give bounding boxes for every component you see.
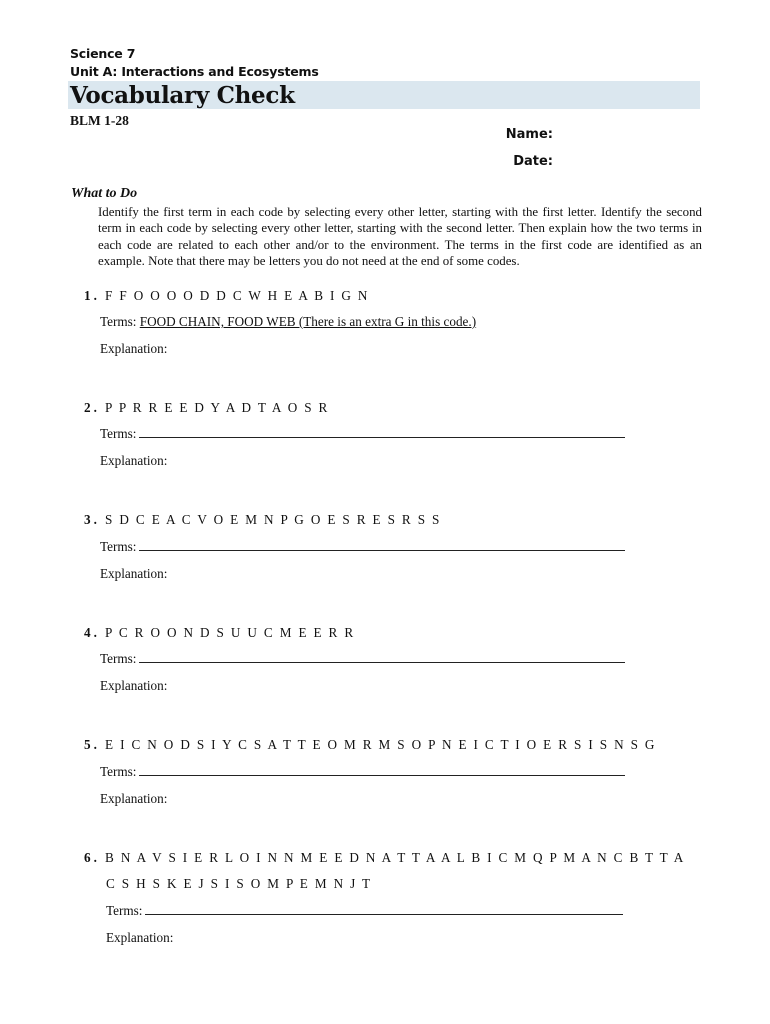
- letter-code: P P R R E E D Y A D T A O S R: [105, 400, 330, 415]
- terms-label: Terms:: [106, 903, 143, 918]
- letter-code: E I C N O D S I Y C S A T T E O M R M S O P N E I C T I O E R S I S N S G: [105, 737, 657, 752]
- course-name: Science 7: [70, 46, 136, 61]
- code-line: [84, 625, 704, 641]
- terms-label: Terms:: [100, 764, 137, 779]
- terms-label: Terms:: [100, 539, 137, 554]
- title-banner: [68, 81, 700, 109]
- letter-code: P C R O O N D S U U C M E E R R: [105, 625, 355, 640]
- explanation-label: Explanation:: [100, 678, 168, 693]
- code-line: [84, 400, 704, 416]
- code-line: [84, 850, 704, 866]
- question-number: 1.: [84, 288, 100, 303]
- terms-line: [100, 314, 476, 330]
- code-line: [84, 288, 704, 304]
- explanation-label: Explanation:: [100, 341, 168, 356]
- terms-line: [106, 903, 623, 919]
- letter-code-continued: C S H S K E J S I S O M P E M N J T: [106, 876, 372, 891]
- terms-line: [100, 651, 625, 667]
- blm-code: BLM 1-28: [70, 113, 129, 128]
- unit-name: Unit A: Interactions and Ecosystems: [70, 64, 319, 79]
- letter-code: F F O O O O D D C W H E A B I G N: [105, 288, 370, 303]
- page-title: Vocabulary Check: [70, 82, 295, 109]
- question-5: [84, 737, 704, 806]
- question-4: [84, 625, 704, 693]
- letter-code: S D C E A C V O E M N P G O E S R E S R S S: [105, 512, 442, 527]
- terms-line: [100, 764, 625, 780]
- letter-code: B N A V S I E R L O I N N M E E D N A T T A A L B I C M Q P M A N C B T T A: [105, 850, 686, 865]
- terms-line: [100, 426, 625, 442]
- terms-label: Terms:: [100, 651, 137, 666]
- explanation-label: Explanation:: [106, 930, 174, 945]
- terms-answer-blank[interactable]: [139, 426, 625, 438]
- instructions-text: Identify the first term in each code by selecting every other letter, starting with the first letter. Identify the second term in each code by selecting every other letter, starting with the second letter. Then explain how the two terms in each code are related to each other and/or to the environment. The terms in the first code are identified as an example. Note that there may be letters you do not need at the end of some codes.: [98, 205, 702, 269]
- instructions-heading: What to Do: [71, 186, 138, 201]
- question-number: 2.: [84, 400, 100, 415]
- question-2: [84, 400, 704, 468]
- terms-answer-blank[interactable]: [139, 539, 625, 551]
- code-line: [84, 512, 704, 528]
- explanation-label: Explanation:: [100, 453, 168, 468]
- terms-answer-blank[interactable]: [145, 903, 623, 915]
- terms-answer: FOOD CHAIN, FOOD WEB (There is an extra G in this code.): [139, 314, 477, 329]
- terms-label: Terms:: [100, 426, 137, 441]
- terms-line: [100, 539, 625, 555]
- date-label: Date:: [513, 154, 553, 169]
- code-line: [84, 737, 704, 753]
- explanation-label: Explanation:: [100, 566, 168, 581]
- question-6: [84, 850, 704, 945]
- terms-answer-blank[interactable]: [139, 764, 625, 776]
- explanation-label: Explanation:: [100, 791, 168, 806]
- name-label: Name:: [505, 127, 553, 142]
- question-number: 4.: [84, 625, 100, 640]
- terms-answer-blank[interactable]: [139, 651, 625, 663]
- question-3: [84, 512, 704, 581]
- question-1: [84, 288, 704, 356]
- question-number: 3.: [84, 512, 100, 527]
- question-number: 6.: [84, 850, 100, 865]
- question-number: 5.: [84, 737, 100, 752]
- terms-label: Terms:: [100, 314, 137, 329]
